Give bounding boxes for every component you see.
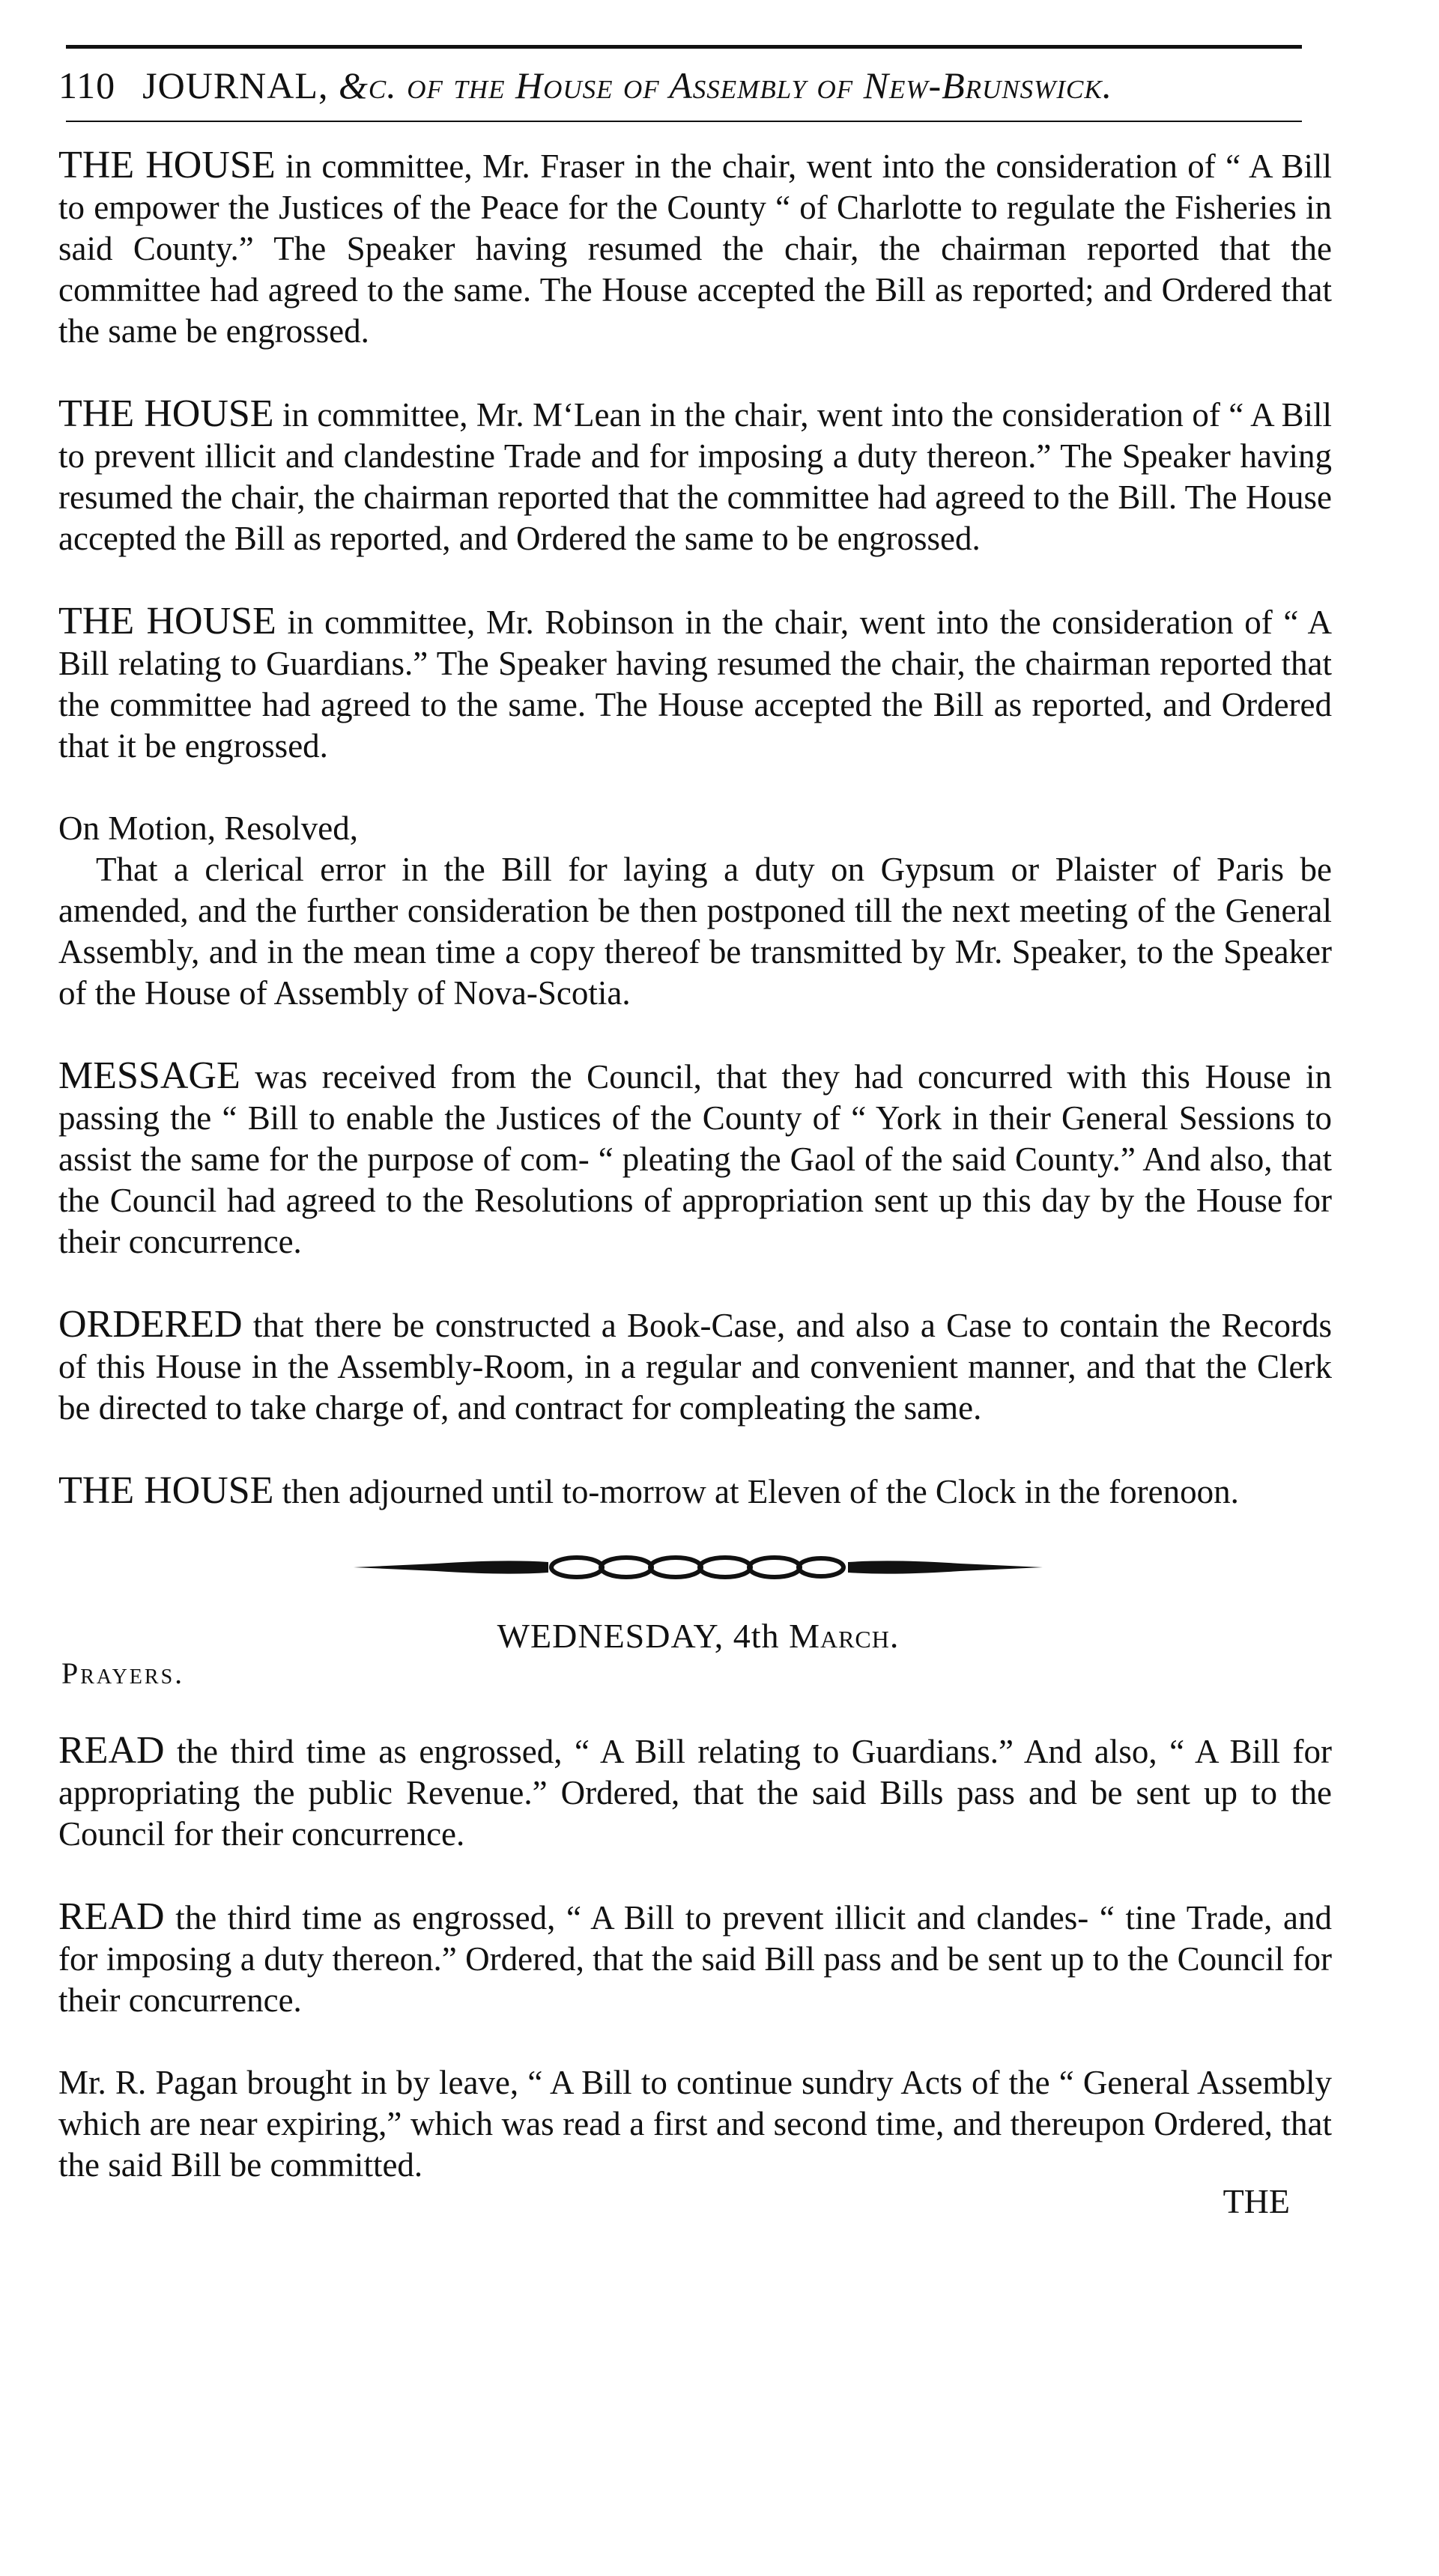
paragraph-clerical-error	[54, 849, 1332, 1014]
paragraph-fraser-committee	[54, 145, 1332, 352]
paragraph-text: was received from the Council, that they had concurred with this House in passing the “ Bill to enable the Justices of the County of “ York in their General Sessions to assist the same for the purpose of com- “ pleating the Gaol of the said County.” And also, that the Council had agreed to the Resolutions of appropriation sent up this day by the House for their concurrence.	[58, 1058, 1332, 1260]
paragraph-pagan-bill	[54, 2062, 1332, 2186]
paragraph-mclean-committee	[54, 393, 1332, 559]
journal-page	[54, 45, 1342, 2221]
paragraph-lead: THE HOUSE	[58, 1469, 274, 1512]
ornamental-divider	[324, 1549, 1073, 1586]
section-date	[54, 1616, 1342, 1656]
paragraph-lead: THE HOUSE	[58, 144, 276, 186]
paragraph-text: then adjourned until to-morrow at Eleven of the Clock in the forenoon.	[273, 1473, 1239, 1510]
paragraph-text: in committee, Mr. Robinson in the chair, went into the consideration of “ A Bill relating to Guardians.” The Speaker having resumed the chair, the chairman reported that the committee had agreed to the same. The House accepted the Bill as reported, and Ordered that it be engrossed.	[58, 604, 1333, 765]
paragraph-lead: MESSAGE	[58, 1054, 240, 1097]
paragraph-lead: THE HOUSE	[58, 392, 274, 435]
running-title-main: JOURNAL,	[142, 64, 339, 106]
catchword: THE	[1223, 2182, 1290, 2220]
paragraph-motion-resolved	[54, 808, 1332, 849]
paragraph-adjourned	[54, 1470, 1332, 1513]
paragraph-text: in committee, Mr. Fraser in the chair, went into the consideration of “ A Bill to empower the Justices of the Peace for the County “ of Charlotte to regulate the Fisheries in said County.” The Speaker having resumed the chair, the chairman reported that the committee had agreed to the same. The House accepted the Bill as reported; and Ordered that the same be engrossed.	[58, 148, 1333, 350]
paragraph-text: the third time as engrossed, “ A Bill to prevent illicit and clandes- “ tine Trade, and for imposing a duty thereon.” Ordered, that the said Bill pass and be sent up to the Council for their concurrence.	[58, 1899, 1332, 2019]
paragraph-text: that there be constructed a Book-Case, and also a Case to contain the Records of this House in the Assembly-Room, in a regular and convenient manner, and that the Clerk be directed to take charge of, and contract for compleating the same.	[58, 1307, 1332, 1427]
running-title-etc: &c. of the House of Assembly of New-Brunswick.	[338, 64, 1113, 106]
paragraph-lead: READ	[58, 1895, 165, 1938]
paragraph-robinson-committee	[54, 601, 1332, 767]
paragraph-lead: ORDERED	[58, 1303, 243, 1346]
paragraph-text: That a clerical error in the Bill for laying a duty on Gypsum or Plaister of Paris be amended, and the further consideration be then postponed till the next meeting of the General Assembly, and in the mean time a copy thereof be transmitted by Mr. Speaker, to the Speaker of the House of Assembly of Nova-Scotia.	[58, 851, 1332, 1012]
paragraph-text: in committee, Mr. M‘Lean in the chair, went into the consideration of “ A Bill to prevent illicit and clandestine Trade and for imposing a duty thereon.” The Speaker having resumed the chair, the chairman reported that the committee had agreed to the Bill. The House accepted the Bill as reported, and Ordered the same to be engrossed.	[58, 396, 1332, 557]
page-number: 110	[58, 64, 116, 106]
paragraph-text: On Motion, Resolved,	[58, 809, 358, 847]
paragraph-lead: THE HOUSE	[58, 600, 276, 643]
top-rule	[66, 45, 1302, 53]
prayers-label: Prayers.	[61, 1656, 185, 1690]
running-header	[54, 64, 1342, 107]
date-day: WEDNESDAY, 4th	[497, 1617, 790, 1655]
date-month: March.	[789, 1617, 900, 1655]
paragraph-read-guardians	[54, 1730, 1332, 1855]
paragraph-lead: READ	[58, 1729, 165, 1772]
paragraph-text: the third time as engrossed, “ A Bill relating to Guardians.” And also, “ A Bill for appropriating the public Revenue.” Ordered, that the said Bills pass and be sent up to the Council for their concurrence.	[58, 1733, 1332, 1853]
paragraph-text: Mr. R. Pagan brought in by leave, “ A Bill to continue sundry Acts of the “ General Assembly which are near expiring,” which was read a first and second time, and thereupon Ordered, that the said Bill be committed.	[58, 2064, 1332, 2184]
paragraph-council-message	[54, 1055, 1332, 1263]
paragraph-read-illicit-trade	[54, 1896, 1332, 2021]
header-rule	[66, 121, 1302, 122]
paragraph-book-case-order	[54, 1304, 1332, 1429]
running-title	[142, 64, 1112, 107]
